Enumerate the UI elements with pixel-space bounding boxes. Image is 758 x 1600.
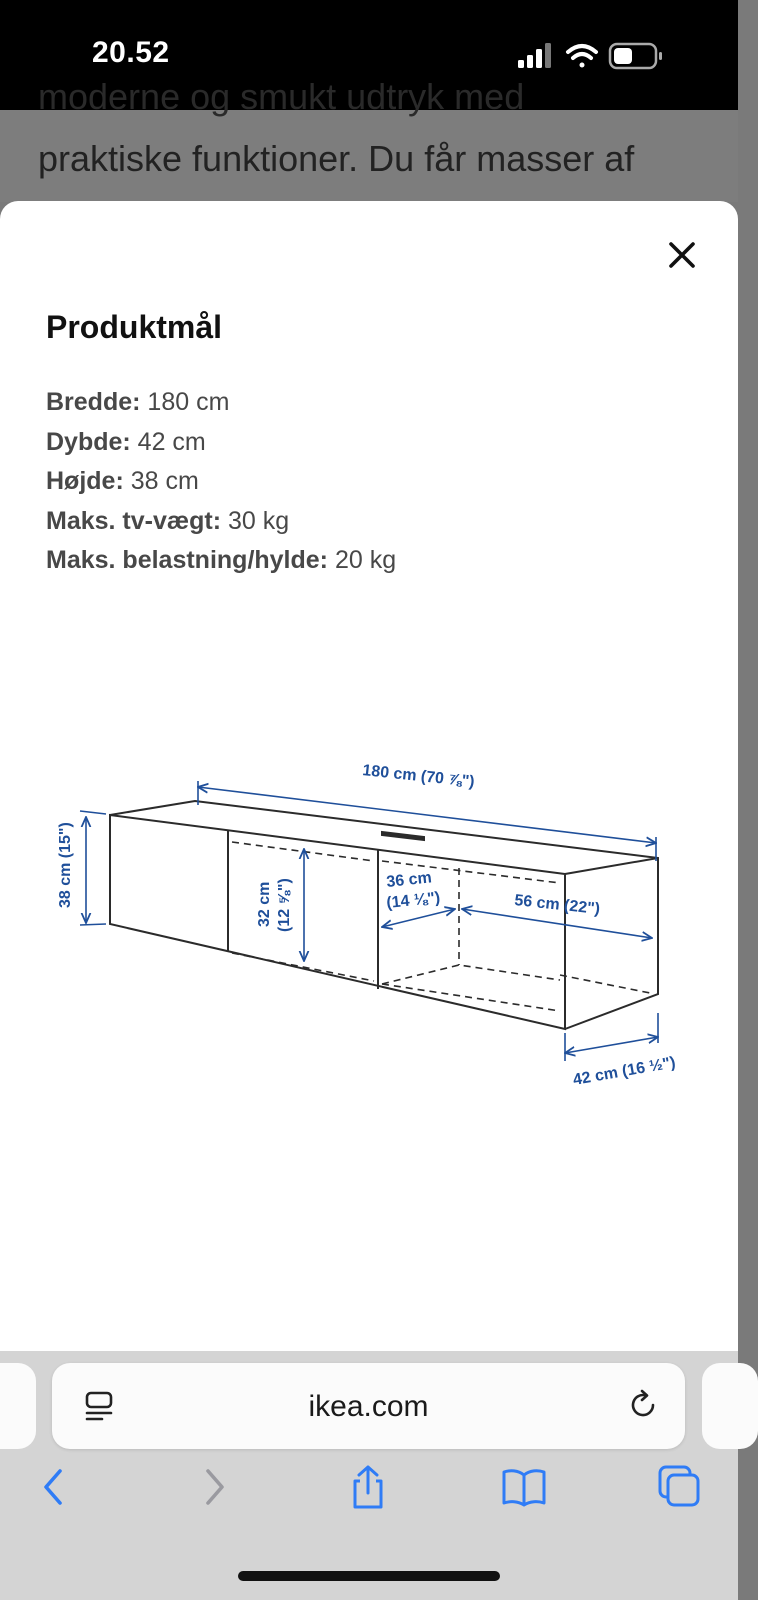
inner-compartment-lines bbox=[232, 842, 650, 1011]
signal-icon bbox=[518, 43, 551, 68]
spec-value: 42 cm bbox=[130, 427, 206, 456]
product-dimensions-sheet bbox=[0, 201, 738, 1351]
spec-label: Bredde: bbox=[46, 388, 141, 416]
battery-icon bbox=[610, 44, 662, 68]
compartment-height-label-line1: 36 cm bbox=[385, 869, 433, 891]
background-text: praktiske funktioner. Du får masser af bbox=[38, 138, 635, 179]
compartment-width-label: 56 cm (22") bbox=[513, 892, 601, 918]
share-icon[interactable] bbox=[344, 1463, 392, 1511]
height-dimension-label: 38 cm (15") bbox=[57, 822, 74, 908]
spec-value: 38 cm bbox=[123, 467, 199, 495]
spec-label: Maks. belastning/hylde: bbox=[46, 546, 329, 574]
spec-label: Dybde: bbox=[46, 427, 131, 456]
browser-toolbar bbox=[0, 1351, 738, 1600]
wifi-icon bbox=[568, 46, 596, 68]
tabs-icon[interactable] bbox=[656, 1463, 704, 1511]
depth-dimension-label: 42 cm (16 ½") bbox=[571, 1054, 677, 1089]
spec-row-max-tv-weight bbox=[46, 502, 396, 542]
spec-row-max-shelf-load bbox=[46, 541, 396, 581]
reload-icon[interactable] bbox=[625, 1387, 661, 1423]
background-text-cut: moderne og smukt udtryk med bbox=[38, 76, 525, 117]
close-icon[interactable] bbox=[662, 235, 702, 275]
url-text[interactable]: ikea.com bbox=[308, 1390, 429, 1423]
dimension-labels bbox=[57, 762, 677, 1089]
inner-height-label-line1: 32 cm bbox=[256, 881, 273, 927]
status-icons bbox=[518, 40, 668, 74]
spec-row-height bbox=[46, 462, 396, 502]
spec-label: Maks. tv-vægt: bbox=[46, 506, 222, 535]
next-tab-preview[interactable] bbox=[702, 1363, 758, 1449]
previous-tab-preview[interactable] bbox=[0, 1363, 36, 1449]
spec-value: 20 kg bbox=[328, 546, 397, 574]
compartment-height-label-line2: (14 ⅛") bbox=[385, 889, 441, 912]
sheet-title: Produktmål bbox=[46, 309, 223, 345]
spec-list bbox=[46, 383, 396, 581]
spec-label: Højde: bbox=[46, 467, 124, 495]
spec-value: 180 cm bbox=[140, 388, 230, 416]
dimension-diagram bbox=[0, 761, 738, 1121]
background-page bbox=[0, 76, 738, 202]
inner-height-label-line2: (12 ⅝") bbox=[276, 878, 293, 932]
status-time: 20.52 bbox=[92, 36, 170, 69]
back-icon[interactable] bbox=[30, 1463, 78, 1511]
width-dimension-label: 180 cm (70 ⅞") bbox=[361, 762, 476, 791]
forward-icon[interactable] bbox=[190, 1463, 238, 1511]
bookmarks-icon[interactable] bbox=[500, 1463, 548, 1511]
home-indicator bbox=[238, 1571, 500, 1581]
address-bar[interactable] bbox=[52, 1363, 685, 1449]
spec-row-width bbox=[46, 383, 396, 423]
spec-row-depth bbox=[46, 423, 396, 463]
spec-value: 30 kg bbox=[221, 506, 290, 535]
